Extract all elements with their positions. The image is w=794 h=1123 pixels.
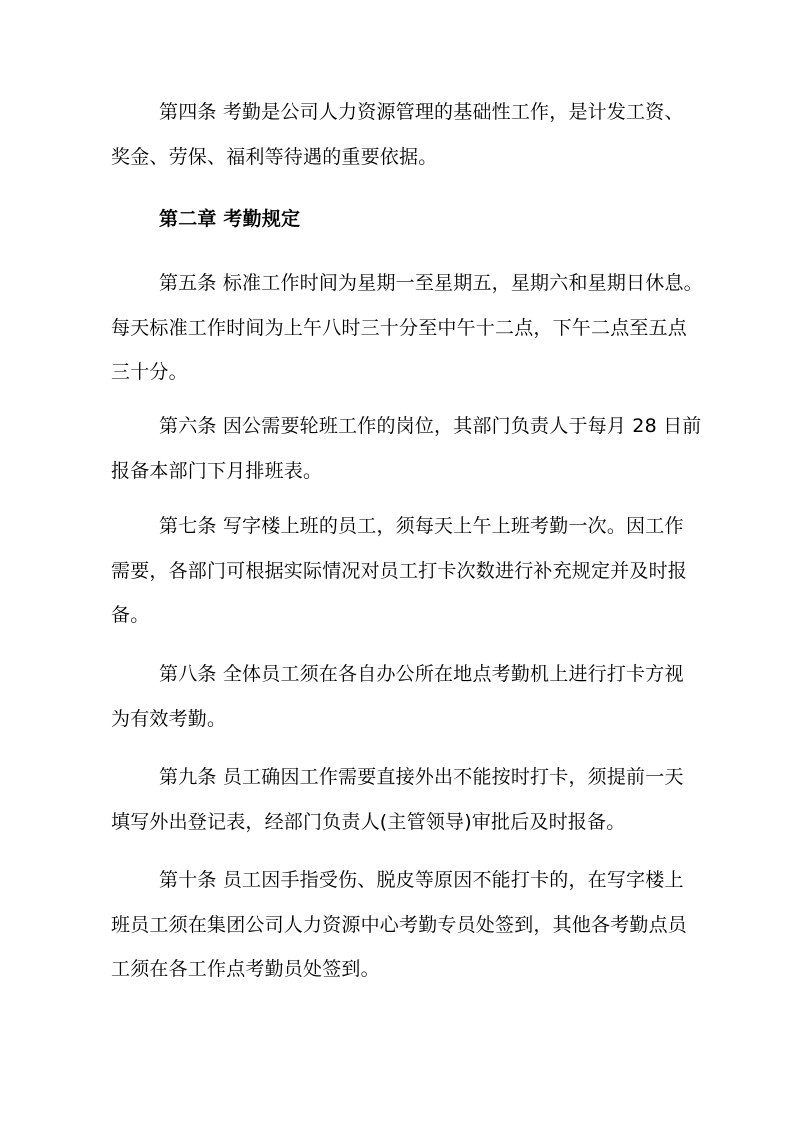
chapter-title: 第二章 考勤规定 bbox=[159, 208, 301, 230]
paragraph-line: 第四条 考勤是公司人力资源管理的基础性工作，是计发工资、 bbox=[159, 101, 684, 123]
article-6-paragraph bbox=[111, 415, 702, 504]
paragraph-line: 每天标准工作时间为上午八时三十分至中午十二点，下午二点至五点 bbox=[111, 316, 688, 339]
article-10-paragraph bbox=[111, 869, 688, 1003]
article-7-paragraph bbox=[111, 515, 688, 649]
paragraph-line: 三十分。 bbox=[111, 361, 188, 383]
paragraph-line: 需要，各部门可根据实际情况对员工打卡次数进行补充规定并及时报 bbox=[111, 559, 688, 582]
paragraph-line: 第六条 因公需要轮班工作的岗位，其部门负责人于每月 28 日前 bbox=[159, 415, 702, 437]
paragraph-line: 填写外出登记表，经部门负责人(主管领导)审批后及时报备。 bbox=[111, 810, 626, 833]
article-4-paragraph bbox=[111, 101, 683, 190]
chapter-heading bbox=[111, 208, 683, 253]
article-9-paragraph bbox=[111, 766, 683, 855]
paragraph-line: 第九条 员工确因工作需要直接外出不能按时打卡，须提前一天 bbox=[159, 766, 684, 788]
paragraph-line: 备。 bbox=[111, 604, 150, 626]
paragraph-line: 班员工须在集团公司人力资源中心考勤专员处签到，其他各考勤点员 bbox=[111, 913, 688, 936]
paragraph-line: 第八条 全体员工须在各自办公所在地点考勤机上进行打卡方视 bbox=[159, 663, 684, 685]
paragraph-line: 第五条 标准工作时间为星期一至星期五，星期六和星期日休息。 bbox=[159, 272, 703, 294]
article-5-paragraph bbox=[111, 272, 703, 406]
paragraph-line: 为有效考勤。 bbox=[111, 707, 227, 730]
paragraph-line: 第七条 写字楼上班的员工，须每天上午上班考勤一次。因工作 bbox=[159, 515, 684, 537]
paragraph-line: 工须在各工作点考勤员处签到。 bbox=[111, 958, 380, 980]
paragraph-line: 报备本部门下月排班表。 bbox=[111, 459, 323, 482]
article-8-paragraph bbox=[111, 663, 683, 752]
paragraph-line: 奖金、劳保、福利等待遇的重要依据。 bbox=[111, 145, 438, 168]
paragraph-line: 第十条 员工因手指受伤、脱皮等原因不能打卡的，在写字楼上 bbox=[159, 869, 684, 891]
